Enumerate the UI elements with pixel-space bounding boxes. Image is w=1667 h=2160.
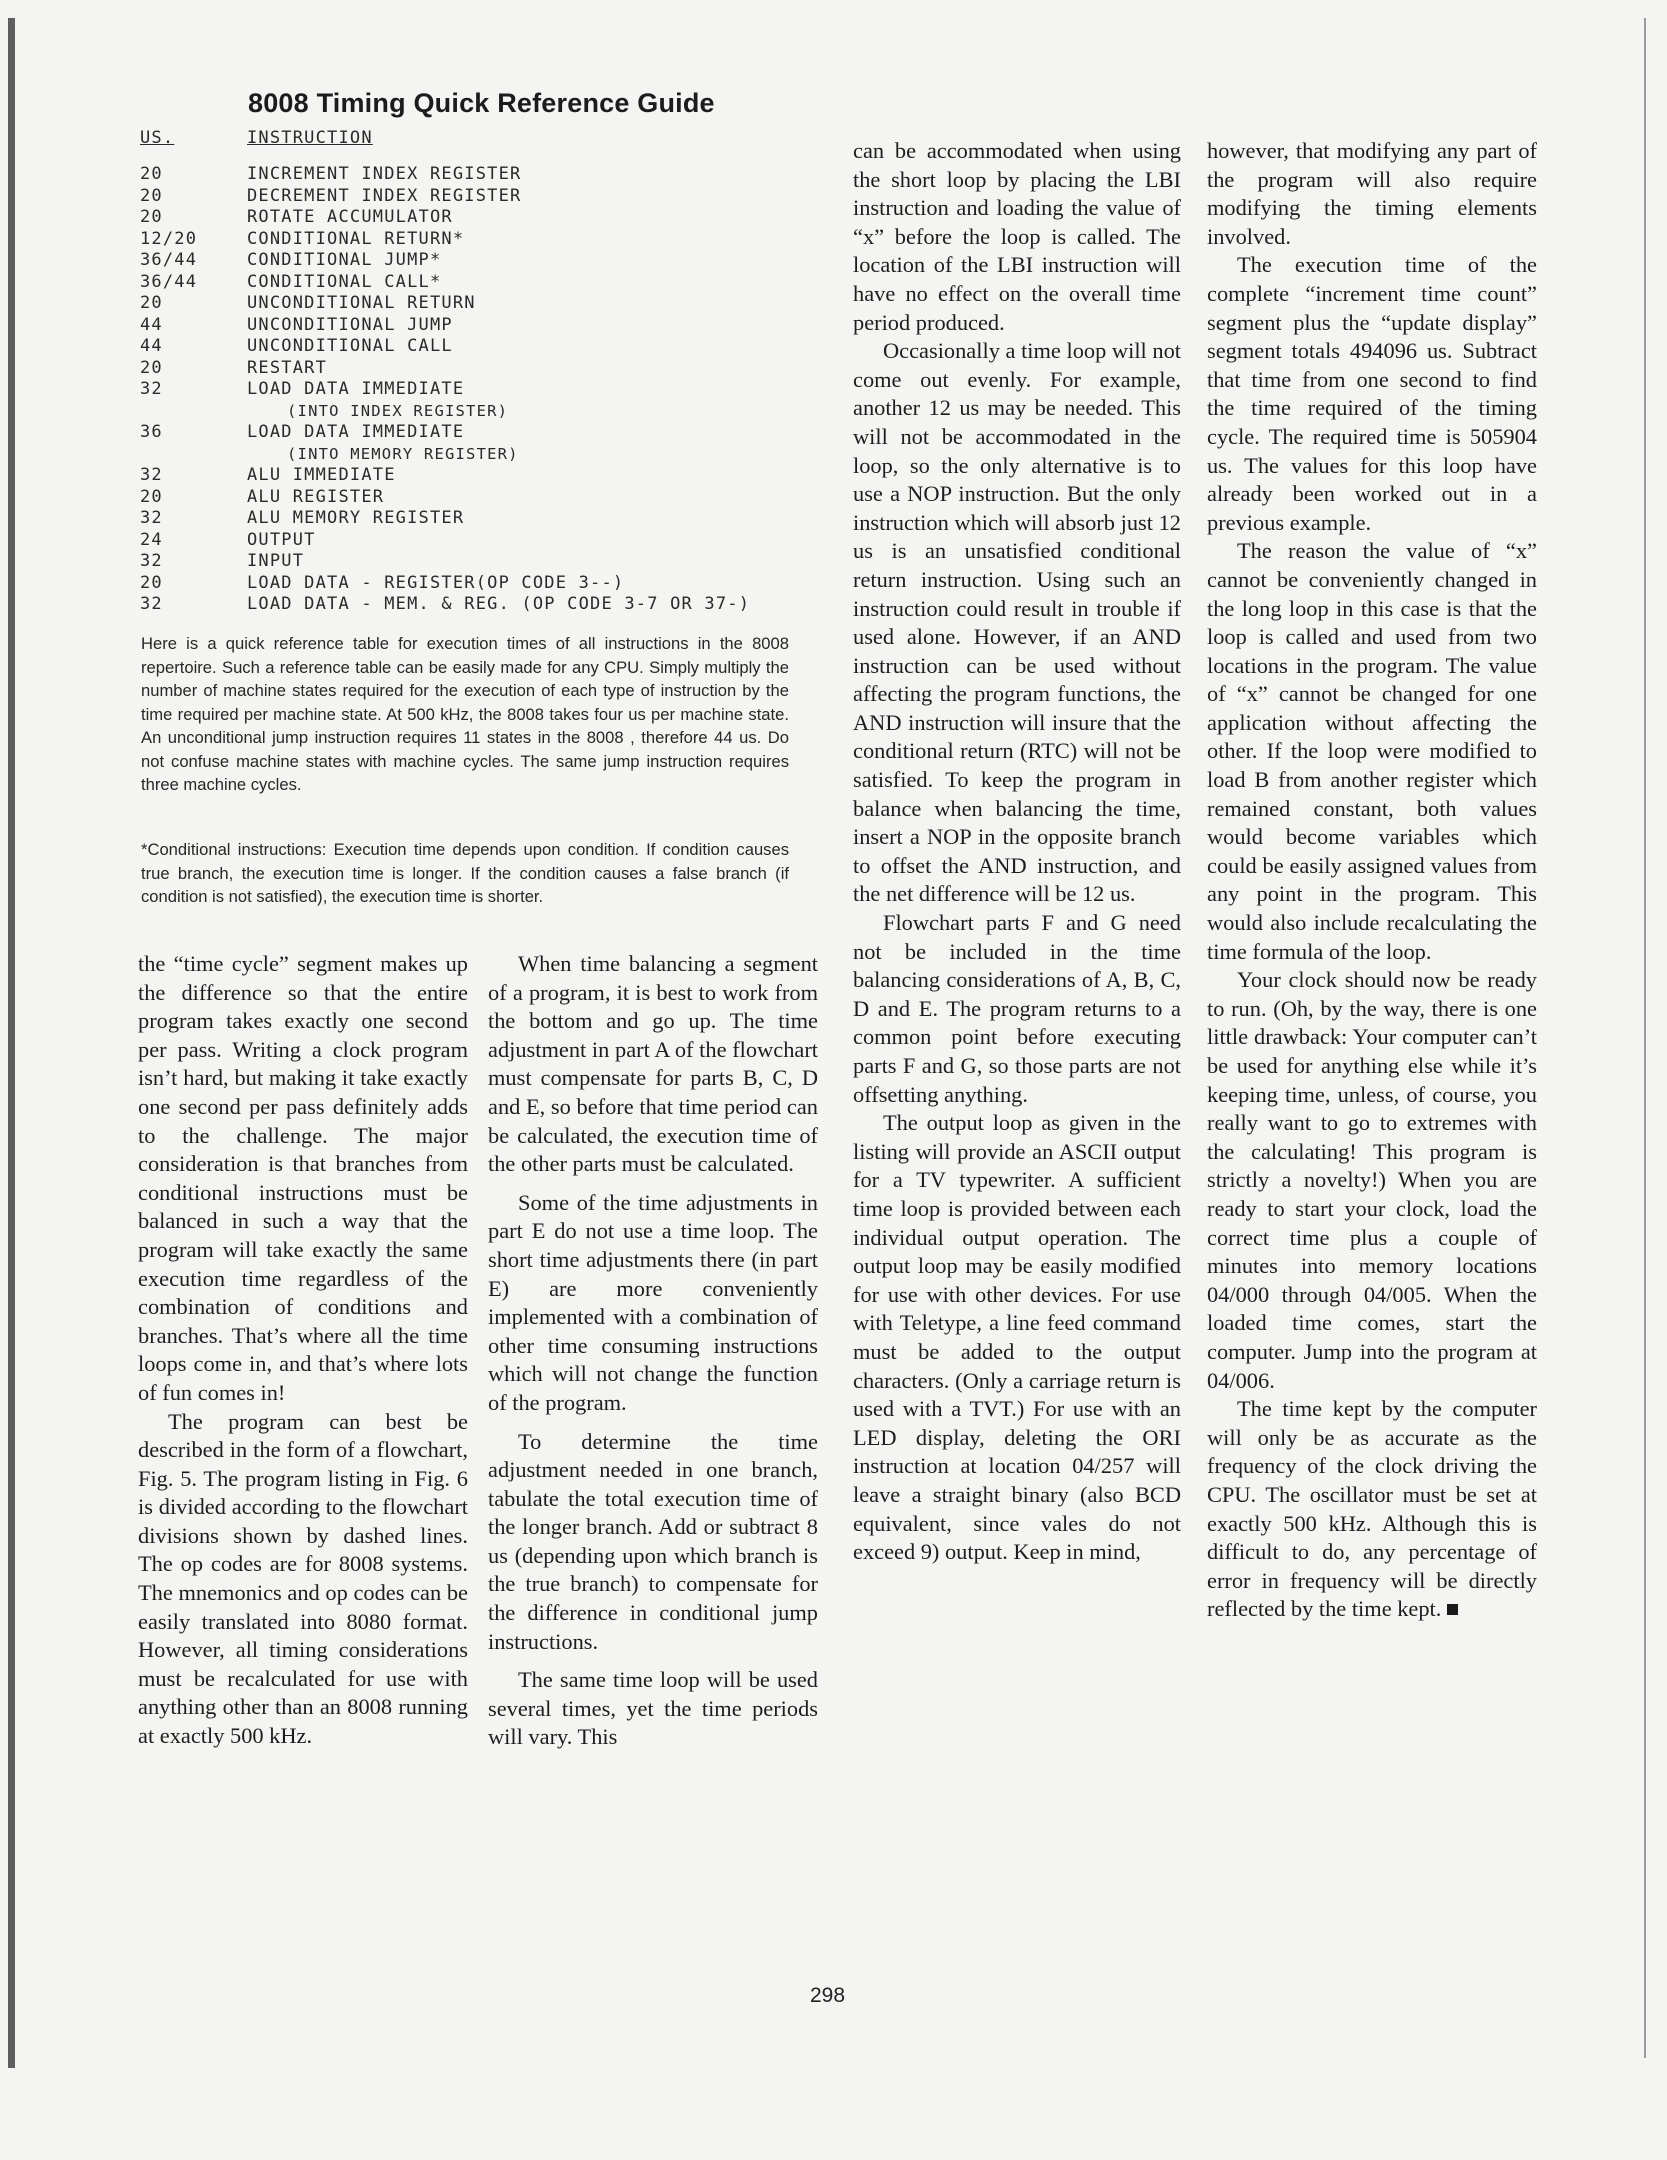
table-cell-instruction: LOAD DATA IMMEDIATE xyxy=(247,422,465,442)
table-row xyxy=(140,487,830,509)
article-paragraph: however, that modifying any part of the program will also require modifying the timing elements involved. xyxy=(1207,138,1537,249)
table-cell-us: 36/44 xyxy=(140,271,198,292)
table-cell-us: 24 xyxy=(140,529,163,550)
page-right-edge xyxy=(1644,18,1646,2058)
table-row xyxy=(140,422,830,444)
table-row xyxy=(140,164,830,186)
table-row xyxy=(140,336,830,358)
article-paragraph: The program can best be described in the form of a flowchart, Fig. 5. The program listing in Fig. 6 is divided according to the flowchart divisions shown by dashed lines. The op codes are for 8008 systems. The mnemonics and op codes can be easily translated into 8080 format. However, all timing considerations must be recalculated for use with anything other than an 8008 running at exactly 500 kHz. xyxy=(138,1408,468,1749)
table-cell-us: 32 xyxy=(140,465,163,485)
table-cell-instruction: INPUT xyxy=(247,551,305,571)
table-row xyxy=(140,594,830,616)
table-cell-instruction: UNCONDITIONAL RETURN xyxy=(247,293,476,313)
table-row xyxy=(140,229,830,251)
table-row xyxy=(140,401,830,423)
table-row xyxy=(140,379,830,401)
table-cell-instruction: ALU REGISTER xyxy=(247,486,385,507)
table-cell-instruction: UNCONDITIONAL JUMP xyxy=(247,314,453,335)
article-paragraph: Your clock should now be ready to run. (Oh, by the way, there is one little drawback: Your computer can’t be used for anything else while it’s keeping time, unless, of course, you really want to go to extremes with the calculating! This program is strictly a novelty!) When you are ready to start your clock, load the correct time plus a couple of minutes into memory locations 04/000 through 04/005. When the loaded time comes, start the computer. Jump into the program at 04/006. xyxy=(1207,967,1537,1393)
table-cell-us: 20 xyxy=(140,164,163,184)
table-cell-us: 20 xyxy=(140,185,163,206)
timing-table xyxy=(140,126,830,616)
table-cell-us: 32 xyxy=(140,508,163,528)
article-paragraph: The output loop as given in the listing will provide an ASCII output for a TV typewriter. A sufficient time loop is provided between each individual output operation. The output loop may be easily modified for use with other devices. For use with Teletype, a line feed command must be added to the output characters. (Only a carriage return is used with a TVT.) For use with an LED display, deleting the ORI instruction at location 04/257 will leave a straight binary (also BCD equivalent, since vales do not exceed 9) output. Keep in mind, xyxy=(853,1110,1181,1565)
table-cell-instruction: ROTATE ACCUMULATOR xyxy=(247,207,453,227)
table-body xyxy=(140,164,830,616)
article-paragraph: The reason the value of “x” cannot be conveniently changed in the long loop in this case is that the loop is called and used from two locations in the program. The value of “x” cannot be changed for one application without affecting the other. If the loop were modified to load B from another register which remained constant, both values would become variables which could be easily assigned values from any point in the program. This would also include recalculating the time formula of the loop. xyxy=(1207,538,1537,964)
article-column-1 xyxy=(138,950,468,1751)
table-row xyxy=(140,315,830,337)
article-column-4 xyxy=(1207,137,1537,1624)
table-cell-us: 20 xyxy=(140,572,163,593)
table-cell-instruction: CONDITIONAL RETURN* xyxy=(247,228,465,249)
table-cell-instruction: INCREMENT INDEX REGISTER xyxy=(247,164,522,184)
table-cell-instruction: LOAD DATA - REGISTER(OP CODE 3--) xyxy=(247,572,625,593)
table-cell-us: 20 xyxy=(140,207,163,227)
table-row xyxy=(140,293,830,315)
article-column-3 xyxy=(853,137,1181,1567)
table-cell-instruction: OUTPUT xyxy=(247,529,316,550)
article-paragraph-text: The time kept by the computer will only be as accurate as the frequency of the clock driving the CPU. The oscillator must be set at exactly 500 kHz. Although this is difficult to do, any percentage of error in frequency will be directly reflected by the time kept. xyxy=(1207,1396,1537,1622)
table-cell-us: 32 xyxy=(140,379,163,399)
table-cell-us: 20 xyxy=(140,357,163,378)
table-cell-us: 20 xyxy=(140,486,163,507)
table-cell-us: 32 xyxy=(140,551,163,571)
table-row xyxy=(140,465,830,487)
end-of-article-mark xyxy=(1447,1604,1458,1615)
table-cell-instruction: ALU MEMORY REGISTER xyxy=(247,508,465,528)
table-cell-us: 36/44 xyxy=(140,250,198,270)
table-cell-instruction: DECREMENT INDEX REGISTER xyxy=(247,185,522,206)
table-row xyxy=(140,207,830,229)
page-number: 298 xyxy=(810,1984,846,2007)
table-row xyxy=(140,551,830,573)
article-paragraph: The execution time of the complete “increment time count” segment plus the “update display” segment totals 494096 us. Subtract that time from one second to find the time required of the timing cycle. The required time is 505904 us. The values for this loop have already been worked out in a previous example. xyxy=(1207,252,1537,535)
table-cell-us: 32 xyxy=(140,594,163,614)
article-paragraph: To determine the time adjustment needed in one branch, tabulate the total execution time of the longer branch. Add or subtract 8 us (depending upon which branch is the true branch) to compensate for the difference in conditional jump instructions. xyxy=(488,1428,818,1654)
article-paragraph: Flowchart parts F and G need not be included in the time balancing considerations of A, B, C, D and E. The program returns to a common point before executing parts F and G, so those parts are not offsetting anything. xyxy=(853,910,1181,1107)
table-header-instruction: INSTRUCTION xyxy=(247,128,373,148)
table-cell-us xyxy=(140,444,247,466)
table-cell-instruction: (INTO INDEX REGISTER) xyxy=(287,401,509,420)
article-column-2 xyxy=(488,950,818,1752)
table-cell-us: 44 xyxy=(140,314,163,335)
page-left-edge xyxy=(8,18,15,2068)
table-cell-us xyxy=(140,401,247,423)
table-row xyxy=(140,358,830,380)
article-paragraph-final xyxy=(1207,1395,1537,1624)
article-paragraph: When time balancing a segment of a program, it is best to work from the bottom and go up. The time adjustment in part A of the flowchart must compensate for parts B, C, D and E, so before that time period can be calculated, the execution time of the other parts must be calculated. xyxy=(488,951,818,1177)
article-paragraph: can be accommodated when using the short loop by placing the LBI instruction and loading the value of “x” before the loop is called. The location of the LBI instruction will have no effect on the overall time period produced. xyxy=(853,138,1181,335)
guide-title: 8008 Timing Quick Reference Guide xyxy=(248,88,715,118)
table-row xyxy=(140,272,830,294)
table-caption: Here is a quick reference table for execution times of all instructions in the 8008 repertoire. Such a reference table can be easily made for any CPU. Simply multiply the number of machine states required for the execution of each type of instruction by the time required per machine state. At 500 kHz, the 8008 takes four us per machine state. An unconditional jump instruction requires 11 states in the 8008 , therefore 44 us. Do not confuse machine states with machine cycles. The same jump instruction requires three machine cycles. xyxy=(141,634,789,794)
table-cell-us: 44 xyxy=(140,336,163,356)
table-row xyxy=(140,250,830,272)
table-cell-instruction: LOAD DATA - MEM. & REG. (OP CODE 3-7 OR 37-) xyxy=(247,594,751,614)
table-cell-instruction: CONDITIONAL CALL* xyxy=(247,271,442,292)
table-header-gap xyxy=(140,154,830,164)
table-header-us: US. xyxy=(140,128,175,148)
table-cell-us: 12/20 xyxy=(140,228,198,249)
table-cell-instruction: ALU IMMEDIATE xyxy=(247,465,396,485)
table-cell-instruction: CONDITIONAL JUMP* xyxy=(247,250,442,270)
table-cell-instruction: UNCONDITIONAL CALL xyxy=(247,336,453,356)
table-header-row xyxy=(140,126,830,154)
table-cell-instruction: LOAD DATA IMMEDIATE xyxy=(247,379,465,399)
article-paragraph: Occasionally a time loop will not come out evenly. For example, another 12 us may be needed. This will not be accommodated in the loop, so the only alternative is to use a NOP instruction. But the only instruction which will absorb just 12 us is an unsatisfied conditional return instruction. Using such an instruction could result in trouble if used alone. However, if an AND instruction can be used without affecting the program functions, the AND instruction will insure that the conditional return (RTC) will not be satisfied. To keep the program in balance when balancing the time, insert a NOP in the opposite branch to offset the AND instruction, and the net difference will be 12 us. xyxy=(853,338,1181,907)
table-cell-instruction: (INTO MEMORY REGISTER) xyxy=(287,444,519,463)
table-row xyxy=(140,186,830,208)
table-row xyxy=(140,530,830,552)
table-cell-us: 20 xyxy=(140,293,163,313)
table-cell-us: 36 xyxy=(140,422,163,442)
table-row xyxy=(140,508,830,530)
table-cell-instruction: RESTART xyxy=(247,357,328,378)
article-paragraph: the “time cycle” segment makes up the difference so that the entire program takes exactly one second per pass. Writing a clock program isn’t hard, but making it take exactly one second per pass definitely adds to the challenge. The major consideration is that branches from conditional instructions must be balanced in such a way that the program will take exactly the same execution time regardless of the combination of conditions and branches. That’s where all the time loops come in, and that’s where lots of fun comes in! xyxy=(138,951,468,1405)
table-row xyxy=(140,573,830,595)
article-paragraph: The same time loop will be used several times, yet the time periods will vary. This xyxy=(488,1667,818,1750)
article-paragraph: Some of the time adjustments in part E do not use a time loop. The short time adjustments there (in part E) are more conveniently implemented with a combination of other time consuming instructions which will not change the function of the program. xyxy=(488,1189,818,1415)
table-row xyxy=(140,444,830,466)
conditional-footnote: *Conditional instructions: Execution time depends upon condition. If condition causes true branch, the execution time is longer. If the condition causes a false branch (if condition is not satisfied), the execution time is shorter. xyxy=(141,840,789,906)
